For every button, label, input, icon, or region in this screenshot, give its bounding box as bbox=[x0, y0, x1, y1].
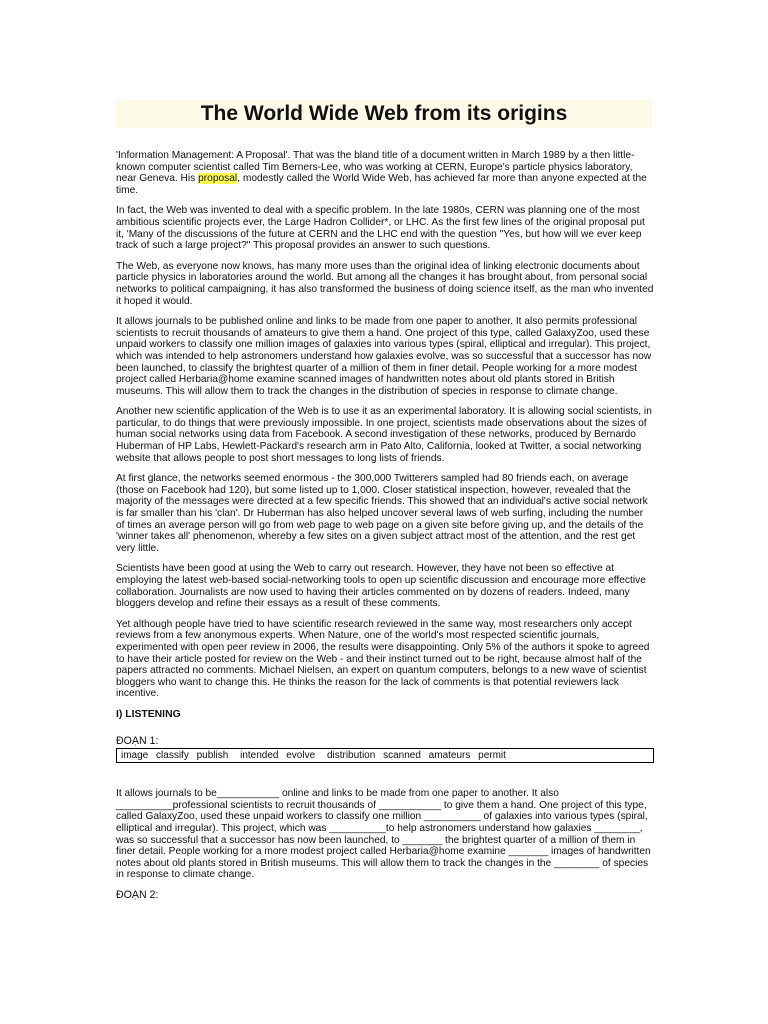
word-bank-item: image bbox=[121, 750, 149, 762]
paragraph-7: Scientists have been good at using the Web to carry out research. However, they have not been so effective at employing the latest web-based social-networking tools to open up scientific discussion and encourage more effective collaboration. Journalists are now used to having their articles commented on by dozens of readers. Indeed, many bloggers develop and refine their essays as a result of these comments. bbox=[116, 563, 646, 610]
paragraph-1: 'Information Management: A Proposal'. That was the bland title of a document written in March 1989 by a then little- known computer scientist called Tim Berners-Lee, who was working at CERN, Europe's particle physics laboratory, near Geneva. His proposal, modestly called the World Wide Web, has achieved far more than anyone expected at the time. bbox=[116, 150, 647, 196]
highlighted-word: proposal bbox=[198, 173, 238, 185]
word-bank bbox=[116, 748, 654, 763]
doan-2-label: ĐOẠN 2: bbox=[116, 888, 159, 901]
document-body bbox=[116, 150, 654, 902]
listening-heading: I) LISTENING bbox=[116, 708, 181, 720]
paragraph-2: In fact, the Web was invented to deal with a specific problem. In the late 1980s, CERN was planning one of the most ambitious scientific projects ever, the Large Hadron Collider*, or LHC. As the first few lines of the original proposal put it, 'Many of the discussions of the future at CERN and the LHC end with the question "Yes, but how will we ever keep track of such a large project?" This proposal provides an answer to such questions. bbox=[116, 205, 645, 252]
word-bank-item: publish bbox=[196, 750, 229, 762]
paragraph-5: Another new scientific application of the Web is to use it as an experimental laboratory. It is allowing social scientists, in particular, to do things that were previously impossible. In one project, scientists made observations about the sizes of human social networks using data from Facebook. A second investigation of these networks, produced by Bernardo Huberman of HP Labs, Hewlett-Packard's research arm in Pato Alto, California, looked at Twitter, a social networking website that allows people to post short messages to long lists of friends. bbox=[116, 406, 652, 464]
paragraph-4: It allows journals to be published online and links to be made from one paper to another. It also permits professional scientists to recruit thousands of amateurs to give them a hand. One project of this type, called GalaxyZoo, used these unpaid workers to classify one million images of galaxies into various types (spiral, elliptical and irregular). This project, which was intended to help astronomers understand how galaxies evolve, was so successful that a successor has now been launched, to classify the brightest quarter of a million of them in finer detail. People working for a more modest project called Herbaria@home examine scanned images of handwritten notes about old plants stored in British museums. This will allow them to track the changes in the distribution of species in response to climate change. bbox=[116, 316, 652, 397]
word-bank-item: classify bbox=[156, 750, 189, 762]
word-bank-item: intended bbox=[240, 750, 279, 762]
paragraph-8: Yet although people have tried to have scientific research reviewed in the same way, most researchers only accept reviews from a few anonymous experts. When Nature, one of the world's most respected scientific journals, experimented with open peer review in 2006, the results were disappointing. Only 5% of the authors it spoke to agreed to have their article posted for review on the Web - and their instinct turned out to be right, because almost half of the papers attracted no comments. Michael Nielsen, an expert on quantum computers, belongs to a new wave of scientist bloggers who want to change this. He thinks the reason for the lack of comments is that potential reviewers lack incentive. bbox=[116, 618, 650, 700]
word-bank-item: distribution bbox=[326, 750, 376, 762]
exercise-1-text: It allows journals to be___________ online and links to be made from one paper to another. It also __________professional scientists to recruit thousands of ___________ to give them a hand. One project of this type, called GalaxyZoo, used these unpaid workers to classify one million __________ of galaxies into various types (spiral, elliptical and irregular). This project, which was __________to help astronomers understand how galaxies ________, was so successful that a successor has now been launched, to _______ the brightest quarter of a million of them in finer detail. People working for a more modest project called Herbaria@home examine _______ images of handwritten notes about old plants stored in British museums. This will allow them to track the changes in the ________ of species in response to climate change. bbox=[116, 788, 651, 881]
doan-1-label: ĐOẠN 1: bbox=[116, 734, 159, 747]
word-bank-item: evolve bbox=[286, 750, 316, 762]
word-bank-item: scanned bbox=[383, 750, 421, 762]
word-bank-item: amateurs bbox=[428, 750, 471, 762]
paragraph-3: The Web, as everyone now knows, has many more uses than the original idea of linking electronic documents about particle physics in laboratories around the world. But among all the changes it has brought about, from personal social networks to political campaigning, it has also transformed the business of doing science itself, as the man who invented it hoped it would. bbox=[116, 260, 654, 307]
document-title: The World Wide Web from its origins bbox=[200, 102, 568, 125]
word-bank-item: permit bbox=[478, 750, 506, 762]
paragraph-6: At first glance, the networks seemed enormous - the 300,000 Twitterers sampled had 80 friends each, on average (those on Facebook had 120), but some listed up to 1,000. Closer statistical inspection, however, revealed that the majority of the messages were directed at a few specific friends. This showed that an individual's active social network is far smaller than his 'clan'. Dr Huberman has also helped uncover several laws of web surfing, including the number of times an average person will go from web page to web page on a given site before giving up, and the details of the 'winner takes all' phenomenon, whereby a few sites on a given subject attract most of the attention, and the rest get very little. bbox=[116, 473, 648, 554]
